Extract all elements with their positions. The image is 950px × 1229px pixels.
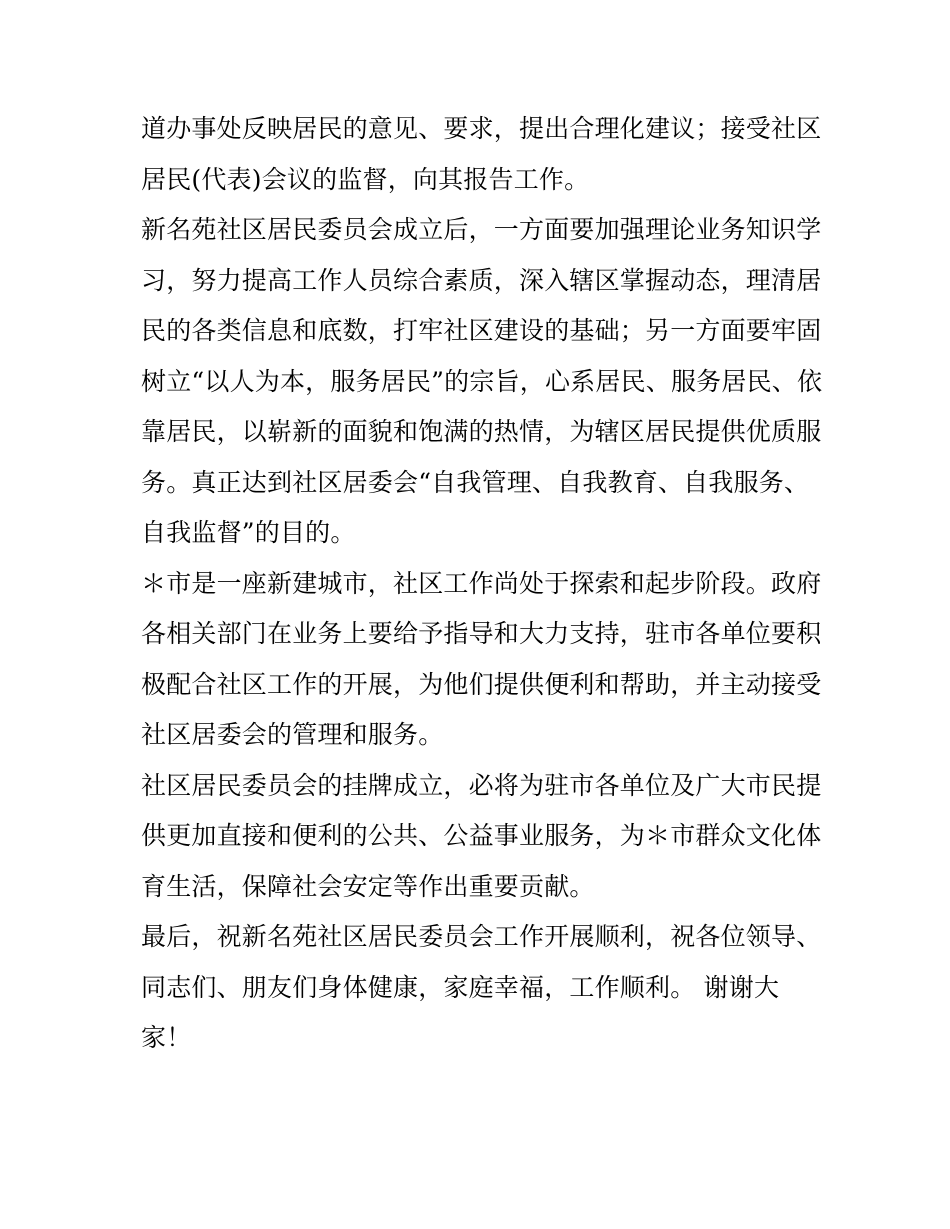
- text-line: 自我监督”的目的。: [141, 518, 356, 547]
- document-body: [141, 104, 821, 1064]
- text-line: 新名苑社区居民委员会成立后，一方面要加强理论业务知识学: [141, 215, 822, 244]
- text-line: ＊市是一座新建城市，社区工作尚处于探索和起步阶段。政府: [141, 568, 822, 598]
- text-line: 育生活，保障社会安定等作出重要贡献。: [141, 871, 595, 901]
- text-line: 社区居委会的管理和服务。: [141, 720, 444, 749]
- text-line: 同志们、朋友们身体健康，家庭幸福，工作顺利。 谢谢大: [141, 972, 780, 1002]
- text-line: 社区居民委员会的挂牌成立，必将为驻市各单位及广大市民提: [141, 770, 822, 800]
- text-line: 供更加直接和便利的公共、公益事业服务，为＊市群众文化体: [141, 821, 822, 850]
- text-line: 极配合社区工作的开展，为他们提供便利和帮助，并主动接受: [141, 669, 822, 699]
- text-line: 道办事处反映居民的意见、要求，提出合理化建议；接受社区: [141, 114, 822, 143]
- text-line: 家！: [141, 1023, 192, 1052]
- text-line: 树立“以人为本，服务居民”的宗旨，心系居民、服务居民、依: [141, 366, 823, 396]
- text-line: 靠居民，以崭新的面貌和饱满的热情，为辖区居民提供优质服: [141, 417, 822, 446]
- text-line: 居民(代表)会议的监督，向其报告工作。: [141, 164, 590, 194]
- text-line: 各相关部门在业务上要给予指导和大力支持，驻市各单位要积: [141, 619, 822, 648]
- text-line: 最后，祝新名苑社区居民委员会工作开展顺利，祝各位领导、: [141, 922, 822, 951]
- text-line: 民的各类信息和底数，打牢社区建设的基础；另一方面要牢固: [141, 316, 822, 345]
- text-line: 习，努力提高工作人员综合素质，深入辖区掌握动态，理清居: [141, 265, 822, 295]
- text-line: 务。真正达到社区居委会“自我管理、自我教育、自我服务、: [141, 467, 810, 497]
